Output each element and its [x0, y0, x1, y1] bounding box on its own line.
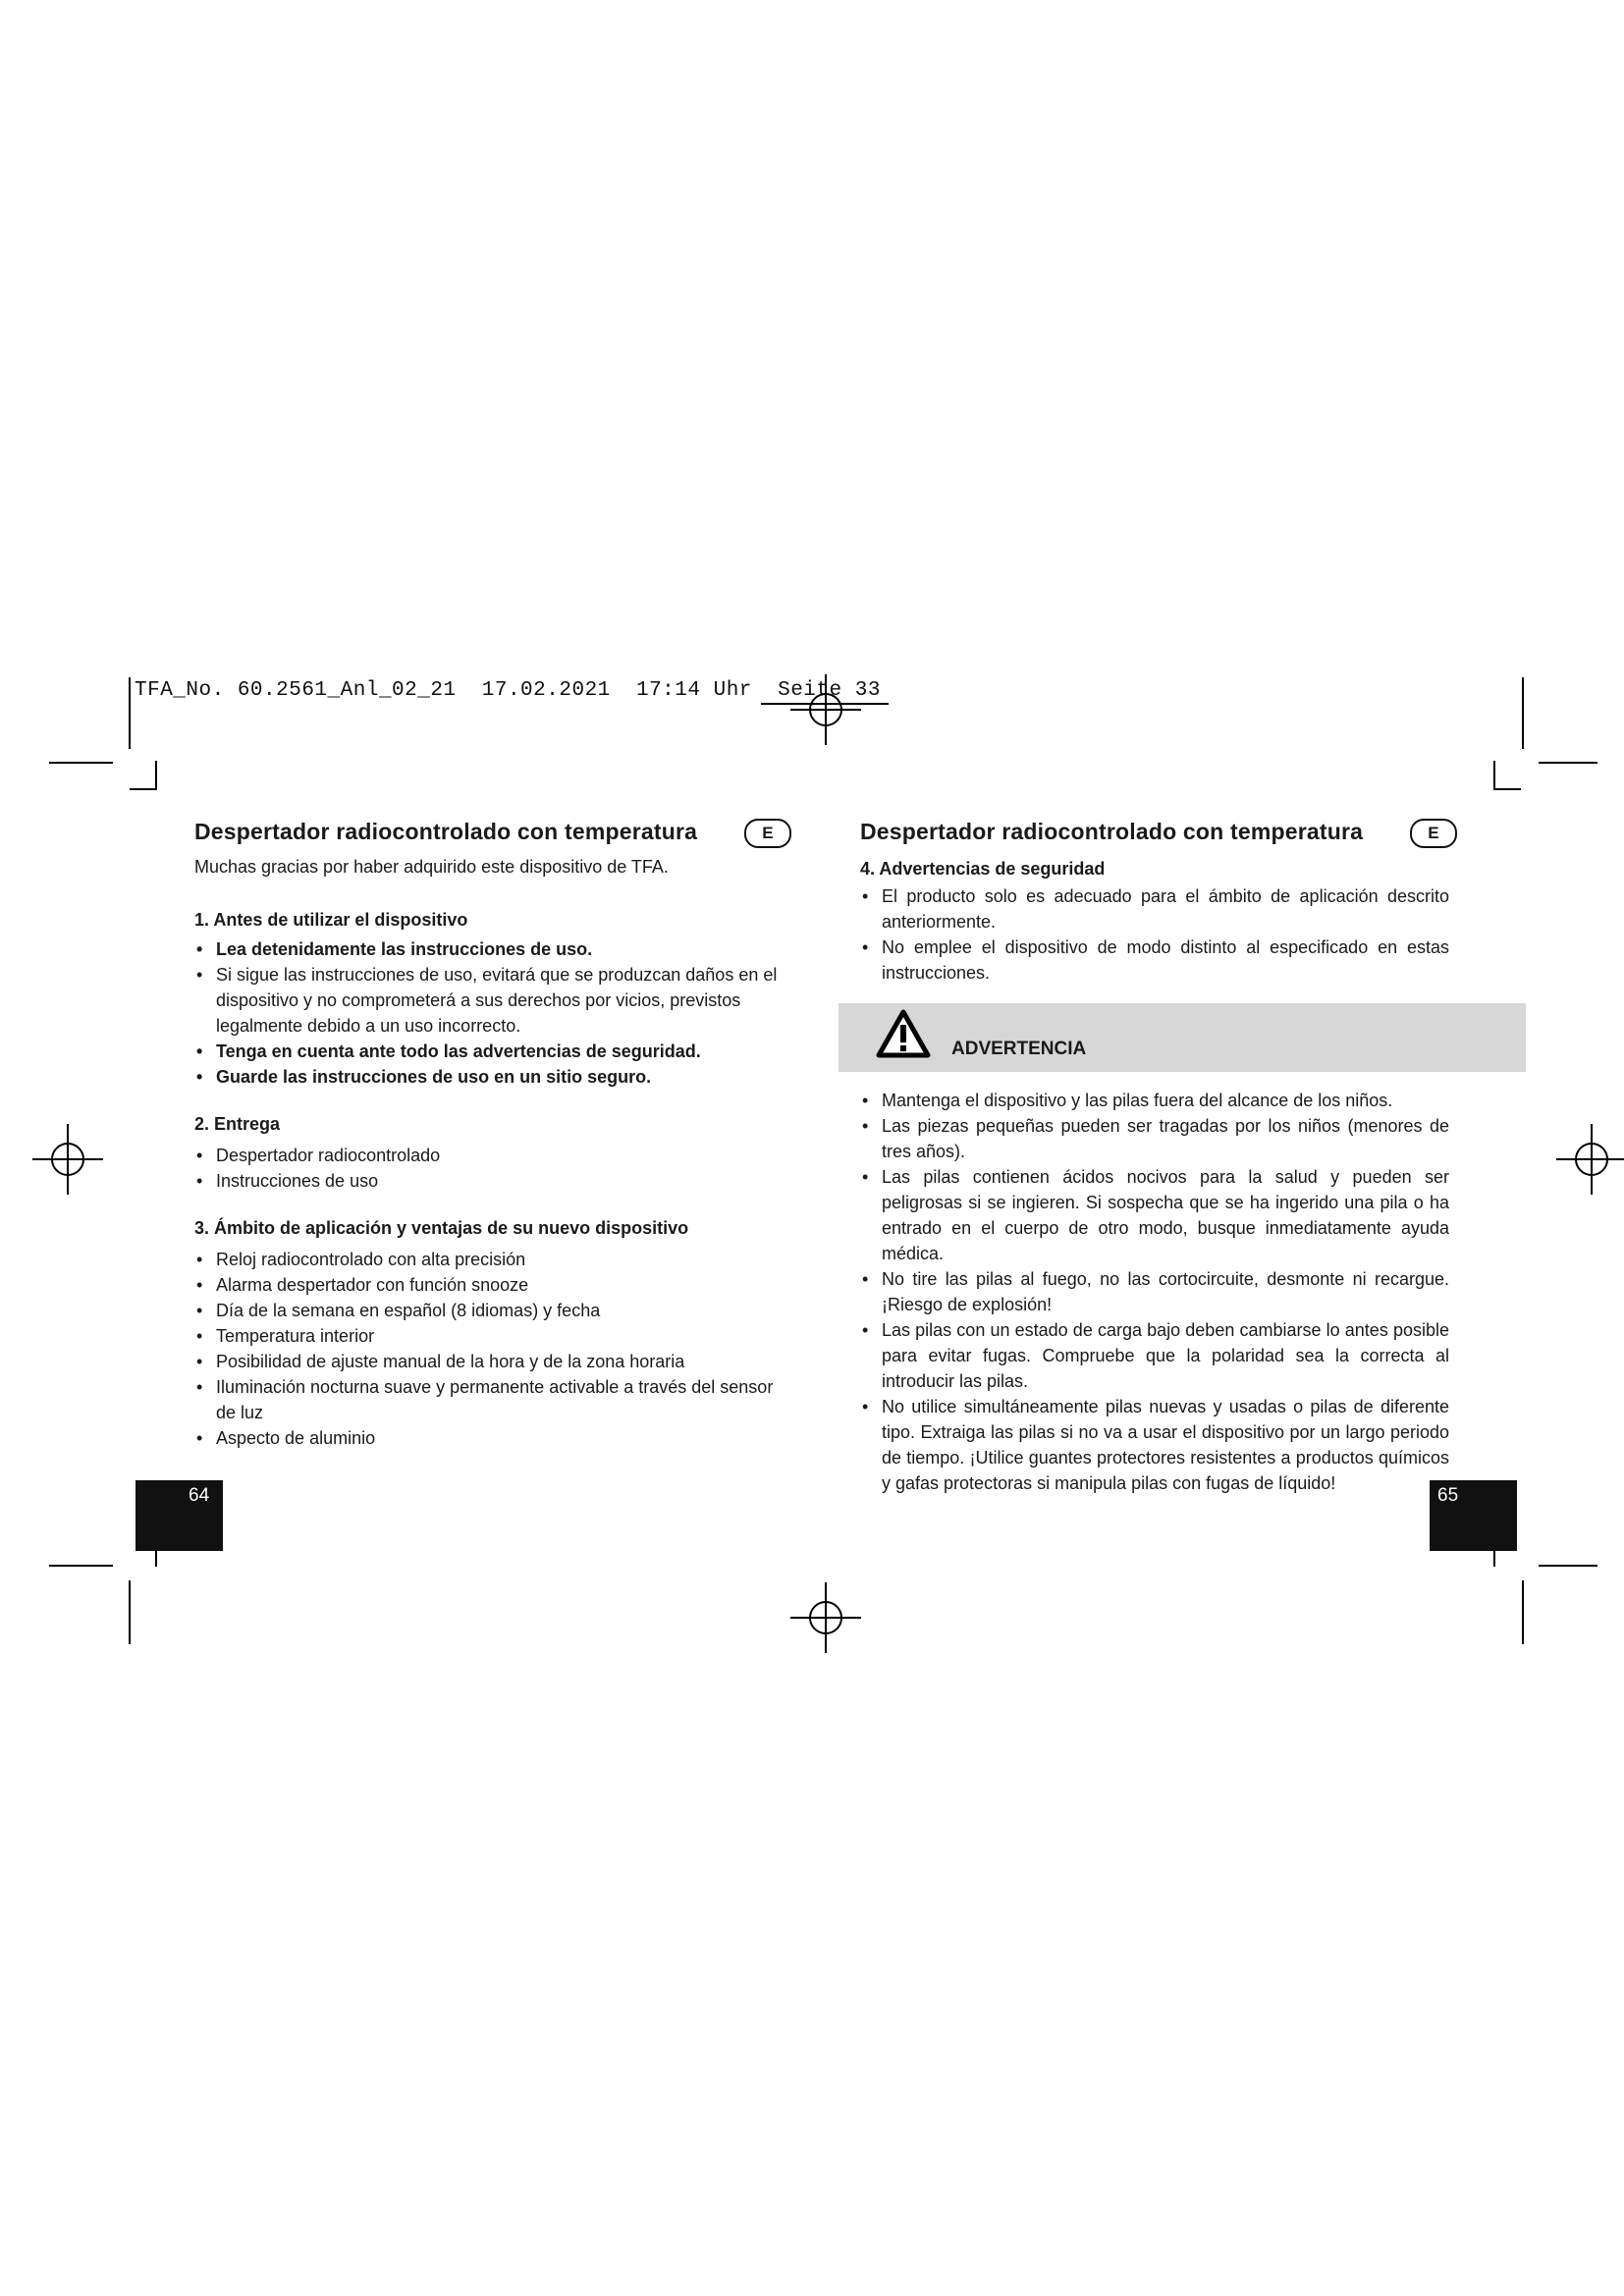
- list-item: • Lea detenidamente las instrucciones de uso.: [194, 936, 784, 962]
- section-3-list: [194, 1247, 784, 1451]
- registration-mark-icon: [32, 1124, 103, 1195]
- crop-mark: [1539, 762, 1597, 764]
- right-page-title: [860, 815, 1449, 848]
- section-1-heading: 1. Antes de utilizar el dispositivo: [194, 910, 468, 930]
- right-page-title-text: Despertador radiocontrolado con temperatura: [860, 819, 1364, 844]
- list-item: • Tenga en cuenta ante todo las advertencias de seguridad.: [194, 1039, 784, 1064]
- registration-mark-icon: [790, 1582, 861, 1653]
- language-badge: E: [744, 819, 791, 848]
- crop-mark: [129, 677, 131, 749]
- language-badge: E: [1410, 819, 1457, 848]
- list-item: • Temperatura interior: [194, 1323, 784, 1349]
- intro-text: Muchas gracias por haber adquirido este dispositivo de TFA.: [194, 857, 669, 877]
- list-item: • Las piezas pequeñas pueden ser tragadas por los niños (menores de tres años).: [860, 1113, 1449, 1164]
- list-item: • Alarma despertador con función snooze: [194, 1272, 784, 1298]
- section-2-heading: 2. Entrega: [194, 1114, 281, 1134]
- page-number-text: 64: [189, 1485, 210, 1506]
- list-item: • Reloj radiocontrolado con alta precisión: [194, 1247, 784, 1272]
- registration-mark-icon: [1556, 1124, 1624, 1195]
- crop-mark: [1522, 677, 1524, 749]
- page-number-right: [1430, 1480, 1517, 1551]
- crop-mark: [130, 788, 157, 790]
- warning-banner: [839, 1003, 1526, 1072]
- section-2-list: [194, 1143, 784, 1194]
- crop-mark: [49, 762, 113, 764]
- registration-mark-icon: [790, 674, 861, 745]
- list-item: • Día de la semana en español (8 idiomas) y fecha: [194, 1298, 784, 1323]
- section-4-heading: 4. Advertencias de seguridad: [860, 859, 1106, 879]
- crop-mark: [129, 1580, 131, 1644]
- warning-label: ADVERTENCIA: [951, 1039, 1087, 1059]
- warning-list: [860, 1088, 1449, 1496]
- list-item: • No tire las pilas al fuego, no las cortocircuite, desmonte ni recargue. ¡Riesgo de explosión!: [860, 1266, 1449, 1317]
- left-page-title: [194, 815, 784, 848]
- crop-mark: [1493, 761, 1495, 788]
- list-item: • Guarde las instrucciones de uso en un sitio seguro.: [194, 1064, 784, 1090]
- list-item: • Mantenga el dispositivo y las pilas fuera del alcance de los niños.: [860, 1088, 1449, 1113]
- left-page-title-text: Despertador radiocontrolado con temperatura: [194, 819, 698, 844]
- crop-mark: [1539, 1565, 1597, 1567]
- list-item: • Posibilidad de ajuste manual de la hora y de la zona horaria: [194, 1349, 784, 1374]
- crop-mark: [1493, 788, 1521, 790]
- page-number-text: 65: [1437, 1485, 1459, 1506]
- section-1-list: [194, 936, 784, 1090]
- list-item: • Iluminación nocturna suave y permanente activable a través del sensor de luz: [194, 1374, 784, 1425]
- page-number-left: [135, 1480, 223, 1551]
- section-3-heading: 3. Ámbito de aplicación y ventajas de su nuevo dispositivo: [194, 1218, 689, 1238]
- list-item: • Instrucciones de uso: [194, 1168, 784, 1194]
- list-item: • Despertador radiocontrolado: [194, 1143, 784, 1168]
- warning-triangle-icon: [876, 1009, 931, 1058]
- crop-mark: [1522, 1580, 1524, 1644]
- left-page: [194, 815, 784, 1451]
- crop-mark: [49, 1565, 113, 1567]
- list-item: • No utilice simultáneamente pilas nuevas y usadas o pilas de diferente tipo. Extraiga las pilas si no va a usar el dispositivo por un largo periodo de tiempo. ¡Utilice guantes protectores resistentes a productos químicos y gafas protectoras si manipula pilas con fugas de líquido!: [860, 1394, 1449, 1496]
- crop-mark: [155, 761, 157, 788]
- list-item: • El producto solo es adecuado para el ámbito de aplicación descrito anteriormente.: [860, 883, 1449, 934]
- section-4-list: [860, 883, 1449, 986]
- list-item: • Si sigue las instrucciones de uso, evitará que se produzcan daños en el dispositivo y no comprometerá a sus derechos por vicios, previstos legalmente debido a un uso incorrecto.: [194, 962, 784, 1039]
- print-slug: TFA_No. 60.2561_Anl_02_21 17.02.2021 17:14 Uhr Seite 33: [135, 679, 881, 702]
- list-item: • No emplee el dispositivo de modo distinto al especificado en estas instrucciones.: [860, 934, 1449, 986]
- list-item: • Aspecto de aluminio: [194, 1425, 784, 1451]
- right-page: [860, 815, 1449, 1496]
- list-item: • Las pilas contienen ácidos nocivos para la salud y pueden ser peligrosas si se ingieren. Si sospecha que se ha ingerido una pila o ha entrado en el cuerpo de otro modo, busque inmediatamente ayuda médica.: [860, 1164, 1449, 1266]
- list-item: • Las pilas con un estado de carga bajo deben cambiarse lo antes posible para evitar fugas. Compruebe que la polaridad sea la correcta al introducir las pilas.: [860, 1317, 1449, 1394]
